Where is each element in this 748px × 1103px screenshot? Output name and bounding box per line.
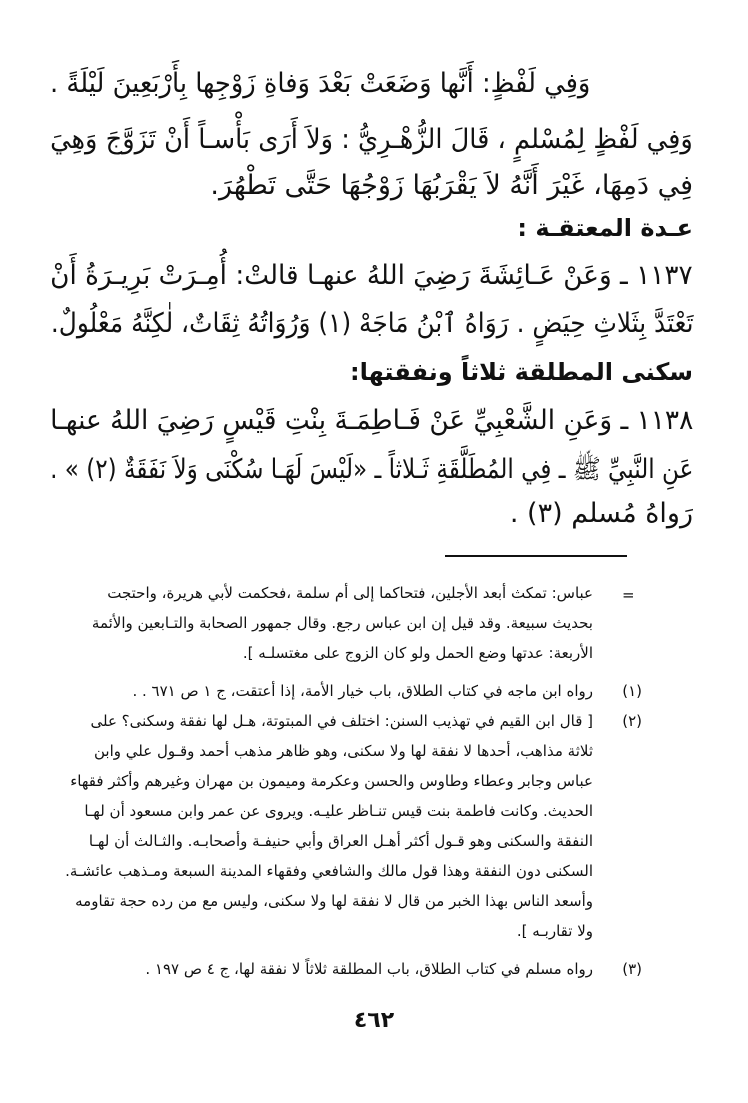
footnote-3-text: رواه مسلم في كتاب الطلاق، باب المطلقة ثلاثاً لا نفقة لها، ج ٤ ص ١٩٧ . (145, 960, 593, 978)
continued-footnote-marker: = (622, 586, 635, 604)
hadith-1138-line-3: رَواهُ مُسلم (٣) . (509, 498, 693, 529)
footnote-2-line-6: السكنى دون النفقة وهذا قول مالك والشافعي وفقهاء المدينة السبعة ومـذهب عائشـة. (65, 862, 593, 880)
footnote-1-text: رواه ابن ماجه في كتاب الطلاق، باب خيار الأمة، إذا أعتقت، ج ١ ص ٦٧١ . . (132, 682, 593, 700)
main-line-3: فِي دَمِهَا، غَيْرَ أَنَّهُ لاَ يَقْرَبُهَا زَوْجُهَا حَتَّى تَطْهُرَ. (210, 170, 693, 201)
footnote-1-number: (١) (622, 682, 642, 700)
main-line-2: وَفِي لَفْظٍ لِمُسْلمٍ ، قَالَ الزُّهْـرِيُّ : وَلاَ أَرَى بَأْسـاً أَنْ تَزَوَّجَ وَهِيَ (50, 124, 693, 155)
footnote-separator (445, 555, 627, 557)
footnote-2-line-8: ولا تقاربـه ]. (516, 922, 593, 940)
hadith-1137-line-1: ١١٣٧ ـ وَعَنْ عَـائِشَةَ رَضِيَ اللهُ عنهـا قالتْ: أُمِـرَتْ بَرِيـرَةُ أَنْ (50, 260, 693, 291)
footnote-continued-line-1: عباس: تمكث أبعد الأجلين، فتحاكما إلى أم سلمة ،فحكمت لأبي هريرة، واحتجت (107, 584, 593, 602)
footnote-3-number: (٣) (622, 960, 642, 978)
footnote-2-line-2: ثلاثة مذاهب، أحدها لا نفقة لها ولا سكنى، وهو ظاهر مذهب أحمد وقـول علي وابن (94, 742, 593, 760)
section-heading-sukna: سكنى المطلقة ثلاثاً ونفقتها: (349, 358, 693, 386)
footnote-continued-line-3: الأربعة: عدتها وضع الحمل ولو كان الزوج على مغتسلـه ]. (242, 644, 593, 662)
footnote-2-number: (٢) (622, 712, 642, 730)
hadith-1138-line-1: ١١٣٨ ـ وَعَنِ الشَّعْبِيِّ عَنْ فَـاطِمَـةَ بِنْتِ قَيْسٍ رَضِيَ اللهُ عنهـا (49, 405, 693, 436)
footnote-2-line-7: وأسعد الناس بهذا الخبر من قال لا نفقة لها ولا سكنى، وليس مع من رده حجة تقاومه (75, 892, 593, 910)
page-number: ٤٦٢ (353, 1008, 395, 1033)
hadith-1137-line-2: تَعْتَدَّ بِثَلاثِ حِيَضٍ . رَوَاهُ ٱبْنُ مَاجَهْ (١) وَرُوَاتُهُ ثِقَاتٌ، لٰكِنَّهُ مَعْلُولٌ. (50, 308, 693, 339)
footnote-2-line-3: عباس وجابر وعطاء وطاوس والحسن وعكرمة وميمون بن مهران وغيرهم وأكثر فقهاء (70, 772, 593, 790)
main-line-1: وَفِي لَفْظٍ: أَنَّها وَضَعَتْ بَعْدَ وَفاةِ زَوْجِها بِأَرْبَعِينَ لَيْلَةً . (49, 68, 590, 99)
footnote-continued-line-2: بحديث سبيعة. وقد قيل إن ابن عباس رجع. وقال جمهور الصحابة والتـابعين والأئمة (91, 614, 593, 632)
section-heading-muataqa: عـدة المعتقـة : (517, 214, 693, 242)
footnote-2-line-5: النفقة والسكنى وهو قـول أكثر أهـل العراق وأبي حنيفـة وأصحابـه. والثـالث أن لهـا (88, 832, 593, 850)
footnote-2-line-4: الحديث. وكانت فاطمة بنت قيس تنـاظر عليـه. ويروى عن عمر وابن مسعود أن لهـا (84, 802, 593, 820)
hadith-1138-line-2: عَنِ النَّبِيِّ ﷺ ـ فِي المُطَلَّقَةِ ثَـلاثاً ـ «لَيْسَ لَهَـا سُكْنَى وَلاَ نَفَقَةٌ (٢) » . (49, 454, 693, 485)
footnote-2-line-1: [ قال ابن القيم في تهذيب السنن: اختلف في المبتوتة، هـل لها نفقة وسكنى؟ على (90, 712, 593, 730)
